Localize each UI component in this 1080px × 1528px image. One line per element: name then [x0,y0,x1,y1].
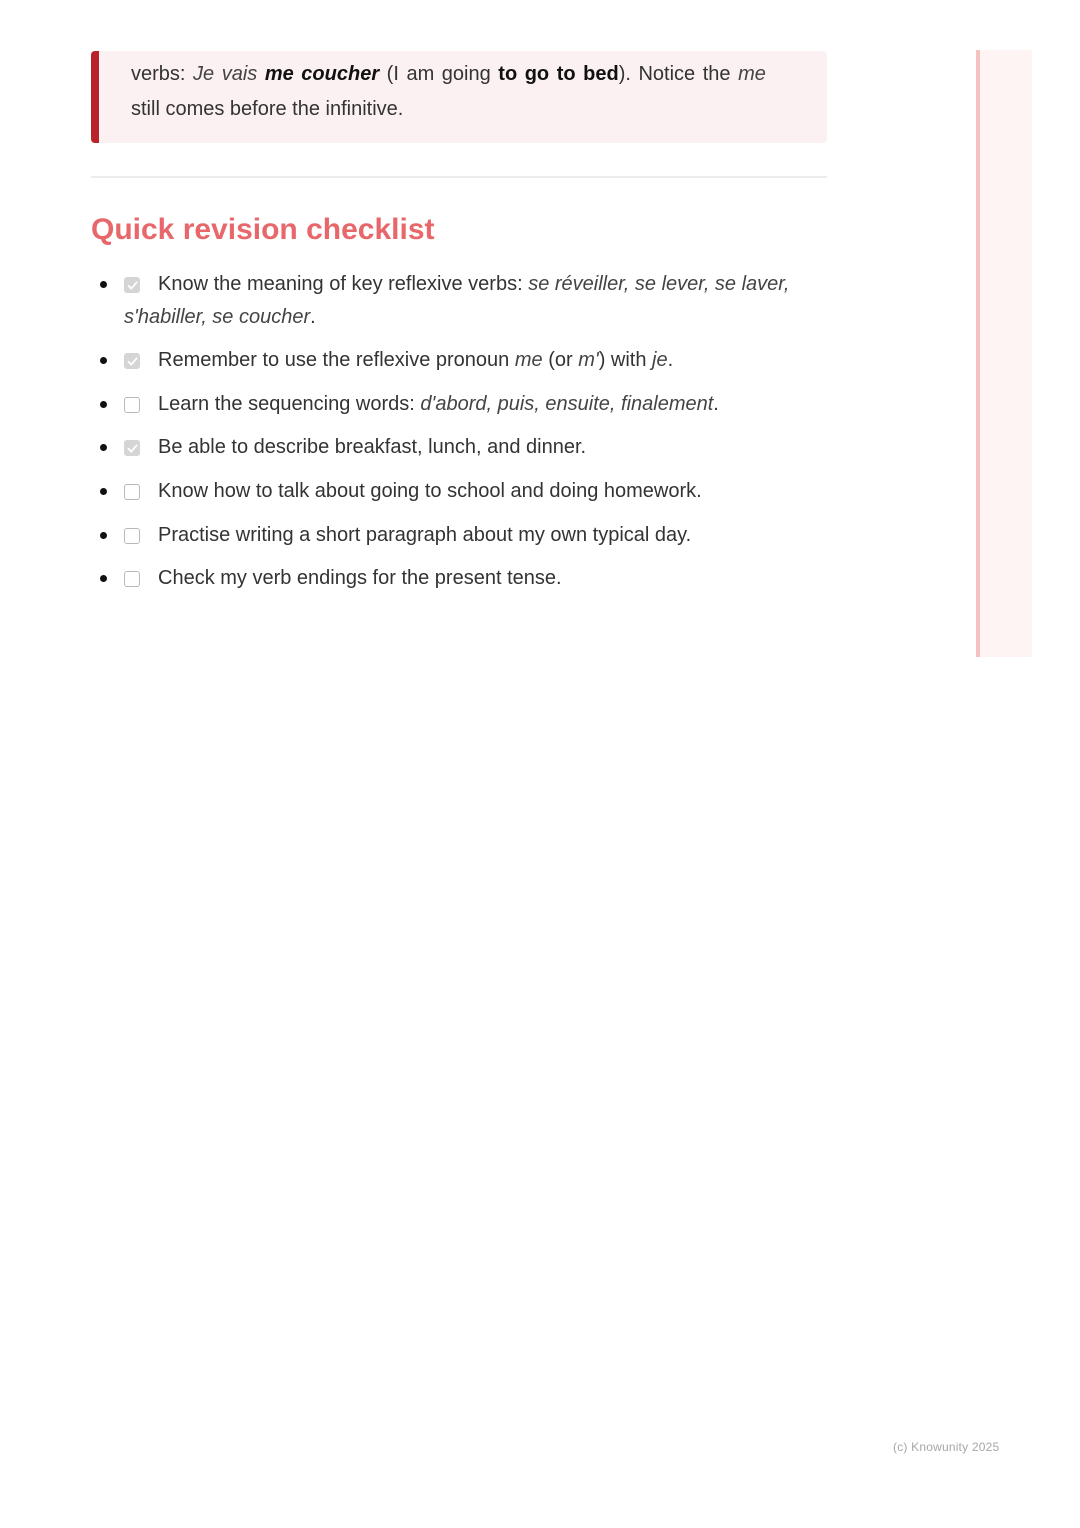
checklist-item-text [124,475,824,508]
checklist-item-text [124,388,824,421]
copyright-footer: (c) Knowunity 2025 [893,1440,1000,1454]
text-run: verbs: [131,63,194,85]
emphasis-text: je [652,349,668,371]
margin-sidebar-panel [976,50,1032,657]
bullet-icon [100,281,107,288]
section-divider [91,176,827,178]
checklist-item-text [124,562,824,595]
bullet-icon [100,532,107,539]
text-run: . [667,349,674,371]
checklist-item-text [124,431,824,464]
callout-accent-bar [91,51,99,143]
emphasis-text: me [738,63,766,85]
emphasis-text: m' [578,349,599,371]
checklist-item-text [124,268,824,334]
text-run: (I am going [379,63,499,85]
text-run [257,63,265,85]
text-run: ). Notice the [618,63,739,85]
callout-text [131,57,803,127]
text-run: Know how to talk about going to school and doing homework. [158,480,702,502]
text-run: (or [542,349,579,371]
emphasis-text: se réveiller, se lever, se laver, s'habiller, se coucher [124,273,790,328]
callout-line-2 [131,98,403,120]
checklist-item-text [124,344,824,377]
text-run: Know the meaning of key reflexive verbs: [158,273,529,295]
emphasis-text: me coucher [264,63,380,85]
text-run: Check my verb endings for the present tense. [158,567,562,589]
text-run: Remember to use the reflexive pronoun [158,349,515,371]
bullet-icon [100,488,107,495]
bullet-icon [100,401,107,408]
bullet-icon [100,357,107,364]
checklist-item-text [124,519,824,552]
bullet-icon [100,575,107,582]
text-run: ) with [598,349,653,371]
text-run: . [713,393,719,415]
text-run: Practise writing a short paragraph about my own typical day. [158,524,692,546]
text-run: . [310,306,316,328]
text-run: Learn the sequencing words: [158,393,421,415]
text-run: still comes before the infinitive. [131,98,404,120]
text-run: Be able to describe breakfast, lunch, and dinner. [158,436,587,458]
grammar-note-callout [91,51,827,143]
emphasis-text: to go to bed [498,63,619,85]
callout-line-1 [131,63,766,85]
emphasis-text: me [514,349,543,371]
emphasis-text: Je vais [193,63,258,85]
bullet-icon [100,444,107,451]
section-heading: Quick revision checklist [91,213,435,246]
emphasis-text: d'abord, puis, ensuite, finalement [420,393,714,415]
